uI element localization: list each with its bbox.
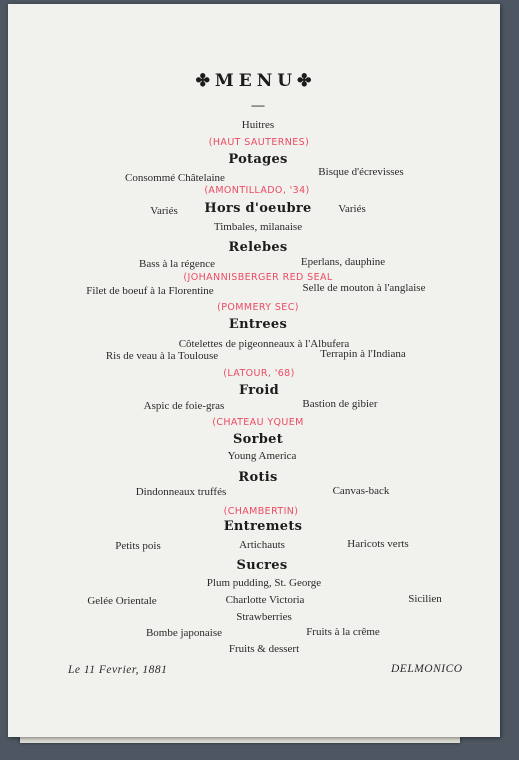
item-young-america: Young America: [227, 450, 297, 462]
wine-latour: (LATOUR, '68): [223, 368, 295, 379]
heading-sucres: Sucres: [236, 558, 288, 573]
wine-pommery: (POMMERY SEC): [217, 302, 299, 313]
item-filet: Filet de boeuf à la Florentine: [86, 285, 214, 297]
item-dindonneaux: Dindonneaux truffés: [135, 486, 227, 498]
item-ris-de-veau: Ris de veau à la Toulouse: [105, 350, 219, 362]
item-bombe: Bombe japonaise: [145, 627, 223, 639]
heading-froid: Froid: [238, 383, 280, 398]
item-canvas-back: Canvas-back: [332, 485, 390, 497]
item-cotelettes: Côtelettes de pigeonneaux à l'Albufera: [178, 338, 350, 350]
item-bass: Bass à la régence: [138, 258, 216, 270]
title-dash: —: [251, 97, 265, 112]
menu-sheet: [8, 4, 500, 737]
footer-date: Le 11 Fevrier, 1881: [68, 664, 168, 676]
wine-haut-sauternes: (HAUT SAUTERNES): [208, 137, 310, 148]
item-bastion: Bastion de gibier: [302, 398, 378, 410]
heading-entrees: Entrees: [228, 317, 288, 332]
footer-restaurant: DELMONICO: [391, 663, 463, 675]
wine-chateau-yquem: (CHATEAU YQUEM: [212, 417, 304, 428]
item-eperlans: Eperlans, dauphine: [300, 256, 386, 268]
heading-rotis: Rotis: [238, 470, 278, 485]
heading-releves: Relebes: [228, 240, 288, 255]
item-timbales: Timbales, milanaise: [213, 221, 303, 233]
wine-johannisberger: (JOHANNISBERGER RED SEAL: [183, 272, 333, 283]
heading-entremets: Entremets: [223, 519, 303, 534]
heading-sorbet: Sorbet: [232, 432, 284, 447]
item-fruits-dessert: Fruits & dessert: [228, 643, 300, 655]
item-consomme: Consommé Châtelaine: [125, 172, 225, 184]
item-selle: Selle de mouton à l'anglaise: [302, 282, 426, 294]
item-terrapin: Terrapin à l'Indiana: [320, 348, 406, 360]
item-plum-pudding: Plum pudding, St. George: [206, 577, 322, 589]
item-varies-left: Variés: [150, 205, 178, 217]
item-haricots: Haricots verts: [347, 538, 409, 550]
item-petits-pois: Petits pois: [115, 540, 161, 552]
item-gelee: Gelée Orientale: [87, 595, 157, 607]
item-sicilien: Sicilien: [408, 593, 442, 605]
item-aspic: Aspic de foie-gras: [143, 400, 225, 412]
item-huitres: Huitres: [241, 119, 275, 131]
item-charlotte: Charlotte Victoria: [225, 594, 305, 606]
wine-amontillado: (AMONTILLADO, '34): [204, 185, 310, 196]
heading-potages: Potages: [228, 152, 288, 167]
heading-hors-doeuvre: Hors d'oeubre: [204, 201, 312, 216]
item-strawberries: Strawberries: [236, 611, 292, 623]
menu-title: ✤MENU✤: [195, 71, 317, 91]
wine-chambertin: (CHAMBERTIN): [223, 506, 299, 517]
item-fruits-creme: Fruits à la crême: [306, 626, 380, 638]
item-artichauts: Artichauts: [239, 539, 285, 551]
item-bisque: Bisque d'écrevisses: [318, 166, 404, 178]
item-varies-right: Variés: [338, 203, 366, 215]
